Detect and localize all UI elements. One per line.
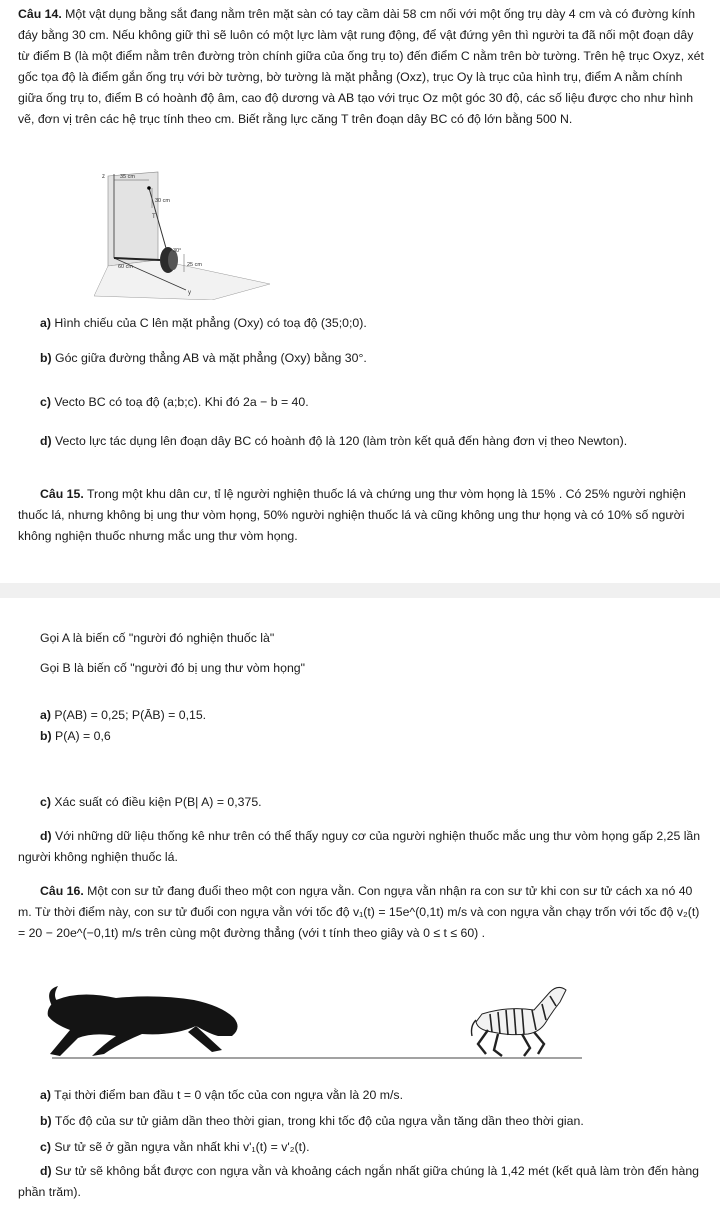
q16-option-b: b) Tốc độ của sư tử giảm dần theo thời gian, trong khi tốc độ của ngựa vằn tăng dần theo thời gian. (40, 1114, 584, 1128)
q14-option-a: a) Hình chiếu của C lên mặt phẳng (Oxy) có toạ độ (35;0;0). (40, 316, 367, 330)
q15-option-d: d) Với những dữ liệu thống kê như trên có thể thấy nguy cơ của người nghiện thuốc mắc ung thư vòm họng gấp 2,25 lần người không nghiện thuốc lá. (18, 829, 701, 864)
q15-option-a: a) P(AB) = 0,25; P(ĀB) = 0,15. (40, 708, 207, 722)
q16-label: Câu 16. (40, 884, 84, 898)
y-axis-label: y (188, 290, 191, 296)
q15-option-c: c) Xác suất có điều kiện P(B| A) = 0,375. (40, 795, 262, 809)
q15-def-b: Gọi B là biến cố "người đó bị ung thư vòm họng" (40, 661, 306, 675)
z-axis-label: z (102, 174, 105, 180)
q14-option-b: b) Góc giữa đường thẳng AB và mặt phẳng (Oxy) bằng 30°. (40, 351, 367, 365)
label-30deg: 30° (173, 248, 182, 254)
q15-stem-text: Trong một khu dân cư, tỉ lệ người nghiện thuốc lá và chứng ung thư vòm họng là 15% . Có 25% người nghiện thuốc lá, nhưng không bị ung thư vòm họng, 50% người nghiện thuốc lá và cũng không ung thư họng và có 10% số người không nghiện thuốc nhưng mắc ung thư vòm họng. (18, 487, 686, 543)
zebra-icon (472, 987, 567, 1056)
label-25cm: 25 cm (187, 262, 202, 268)
q14-figure (94, 168, 274, 300)
page-divider (0, 583, 720, 598)
q16-option-c: c) Sư tử sẽ ở gần ngựa vằn nhất khi v'₁(t) = v'₂(t). (40, 1140, 310, 1154)
lion-icon (48, 986, 238, 1056)
q14-stem-text: Một vật dụng bằng sắt đang nằm trên mặt sàn có tay cầm dài 58 cm nối với một ống trụ dày 4 cm và có đường kính đáy bằng 30 cm. Nếu không giữ thì sẽ luôn có một lực làm vật rung động, để vật đứng yên thì người ta đã nối một đoạn dây từ điểm B (là một điểm nằm trên đường tròn chính giữa của ống trụ to) đến điểm C nằm trên bờ tường. Trên hệ trục Oxyz, xét gốc tọa độ là điểm gắn ống trụ với bờ tường, bờ tường là mặt phẳng (Oxz), trục Oy là trục của hình trụ, điểm A nằm chính giữa ống trụ to, điểm B có hoành độ âm, cao độ dương và AB tạo với trục Oz một góc 30 độ, các số liệu được cho như hình vẽ, đơn vị trên các hệ trục tính theo cm. Biết rằng lực căng T trên đoạn dây BC có độ lớn bằng 500 N. (18, 7, 704, 126)
q15-option-b: b) P(A) = 0,6 (40, 729, 111, 743)
q16-stem (18, 881, 706, 944)
q14-option-c: c) Vecto BC có toạ độ (a;b;c). Khi đó 2a − b = 40. (40, 395, 309, 409)
wall-plane (108, 172, 158, 266)
label-T: T (152, 214, 156, 220)
point-c (147, 186, 151, 190)
q14-option-d: d) Vecto lực tác dụng lên đoạn dây BC có hoành độ là 120 (làm tròn kết quả đến hàng đơn vị theo Newton). (40, 434, 628, 448)
q16-figure (46, 984, 582, 1072)
label-30cm: 30 cm (155, 198, 170, 204)
q16-option-d: d) Sư tử sẽ không bắt được con ngựa vằn và khoảng cách ngắn nhất giữa chúng là 1,42 mét (kết quả làm tròn đến hàng phần trăm). (18, 1164, 700, 1199)
q16-option-a: a) Tại thời điểm ban đầu t = 0 vận tốc của con ngựa vằn là 20 m/s. (40, 1088, 403, 1102)
q15-label: Câu 15. (40, 487, 84, 501)
q14-label: Câu 14. (18, 7, 62, 21)
q15-stem (18, 484, 706, 547)
q16-stem-text: Một con sư tử đang đuổi theo một con ngựa vằn. Con ngựa vằn nhận ra con sư tử khi con sư tử cách xa nó 40 m. Từ thời điểm này, con sư tử đuổi con ngựa vằn với tốc độ v₁(t) = 15e^(0,1t) m/s và con ngựa vằn chạy trốn với tốc độ v₂(t) = 20 − 20e^(−0,1t) m/s trên cùng một đường thẳng (với t tính theo giây và 0 ≤ t ≤ 60) . (18, 884, 700, 940)
label-60cm: 60 cm (118, 264, 133, 270)
label-35cm: 35 cm (120, 174, 135, 180)
q14-stem (18, 4, 706, 130)
q15-def-a: Gọi A là biến cố "người đó nghiện thuốc là" (40, 631, 275, 645)
